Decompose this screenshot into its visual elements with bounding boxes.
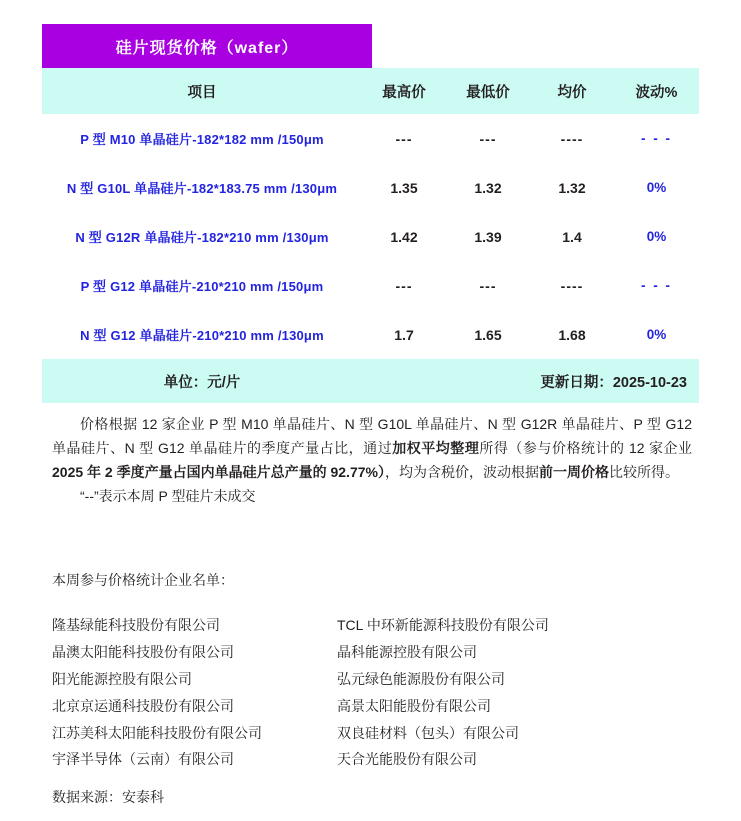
- row-item-label: N 型 G12 单晶硅片-210*210 mm /130μm: [42, 310, 362, 359]
- note-paragraph-dash: “--”表示本周 P 型硅片未成交: [80, 488, 256, 505]
- row-item-label: N 型 G12R 单晶硅片-182*210 mm /130μm: [42, 212, 362, 261]
- table-footer-row: [42, 359, 699, 403]
- row-item-label: P 型 M10 单晶硅片-182*182 mm /150μm: [42, 114, 362, 163]
- row-avg-price: 1.4: [530, 212, 614, 261]
- column-header-high: 最高价: [362, 68, 446, 114]
- list-item: 隆基绿能科技股份有限公司: [52, 617, 220, 633]
- column-header-item: 项目: [42, 68, 362, 114]
- column-header-change: 波动%: [614, 68, 699, 114]
- row-avg-price: 1.32: [530, 163, 614, 212]
- row-change: 0%: [614, 212, 699, 261]
- note-text-part4: 比较所得。: [608, 464, 679, 481]
- note-text-bold1: 加权平均整理: [392, 440, 480, 457]
- company-list-section: [52, 570, 692, 773]
- note-text-part2: 所得（参与价格统计的 12 家企业: [479, 440, 692, 457]
- row-high-price: 1.42: [362, 212, 446, 261]
- row-high-price: 1.7: [362, 310, 446, 359]
- page-title: 硅片现货价格（wafer）: [115, 39, 299, 57]
- row-avg-price: ----: [530, 114, 614, 163]
- list-item: 天合光能股份有限公司: [337, 751, 477, 768]
- table-row: [42, 310, 699, 359]
- column-header-avg: 均价: [530, 68, 614, 114]
- row-change: - - -: [614, 114, 699, 163]
- row-item-label: N 型 G10L 单晶硅片-182*183.75 mm /130μm: [42, 163, 362, 212]
- list-item: 弘元绿色能源股份有限公司: [337, 670, 505, 687]
- row-change: 0%: [614, 310, 699, 359]
- update-date-label: 更新日期：2025-10-23: [362, 359, 699, 403]
- table-header-row: [42, 68, 699, 114]
- list-item: 宇泽半导体（云南）有限公司: [52, 751, 234, 768]
- list-item: 高景太阳能股份有限公司: [337, 697, 491, 714]
- row-low-price: ---: [446, 261, 530, 310]
- list-item: TCL 中环新能源科技股份有限公司: [337, 617, 549, 633]
- notes-section: [52, 412, 692, 508]
- table-row: [42, 212, 699, 261]
- column-header-low: 最低价: [446, 68, 530, 114]
- row-high-price: ---: [362, 261, 446, 310]
- note-text-bold3: 前一周价格: [538, 464, 609, 481]
- row-low-price: 1.39: [446, 212, 530, 261]
- row-avg-price: 1.68: [530, 310, 614, 359]
- list-item: 晶澳太阳能科技股份有限公司: [52, 643, 234, 660]
- row-change: 0%: [614, 163, 699, 212]
- company-list-title: 本周参与价格统计企业名单：: [52, 572, 234, 588]
- data-source-label: 数据来源：安泰科: [52, 789, 164, 805]
- list-item: 阳光能源控股有限公司: [52, 670, 192, 687]
- table-row: [42, 163, 699, 212]
- table-row: [42, 261, 699, 310]
- company-column-left: [52, 612, 337, 773]
- list-item: 江苏美科太阳能科技股份有限公司: [52, 724, 262, 741]
- company-column-right: [337, 612, 622, 773]
- note-text-part1: 价格根据 12 家企业 P 型 M10 单晶硅片、N 型 G10L 单晶硅片、N 型 G12R 单晶硅片、P 型 G12 单晶硅片、N 型 G12 单晶硅片的季度产量占比，通过: [52, 416, 692, 457]
- company-columns: [52, 612, 692, 773]
- wafer-price-table: [42, 68, 699, 403]
- note-text-part3: ，均为含税价，波动根据: [384, 464, 539, 481]
- note-paragraph-main: [52, 412, 692, 484]
- list-item: 双良硅材料（包头）有限公司: [337, 724, 519, 741]
- row-low-price: ---: [446, 114, 530, 163]
- row-avg-price: ----: [530, 261, 614, 310]
- unit-label: 单位：元/片: [42, 359, 362, 403]
- list-item: 晶科能源控股有限公司: [337, 643, 477, 660]
- row-high-price: 1.35: [362, 163, 446, 212]
- table-row: [42, 114, 699, 163]
- row-high-price: ---: [362, 114, 446, 163]
- row-low-price: 1.65: [446, 310, 530, 359]
- list-item: 北京京运通科技股份有限公司: [52, 697, 234, 714]
- row-item-label: P 型 G12 单晶硅片-210*210 mm /150μm: [42, 261, 362, 310]
- report-title-bar: [42, 24, 372, 68]
- note-text-bold2: 2025 年 2 季度产量占国内单晶硅片总产量的 92.77%）: [52, 464, 385, 481]
- row-low-price: 1.32: [446, 163, 530, 212]
- row-change: - - -: [614, 261, 699, 310]
